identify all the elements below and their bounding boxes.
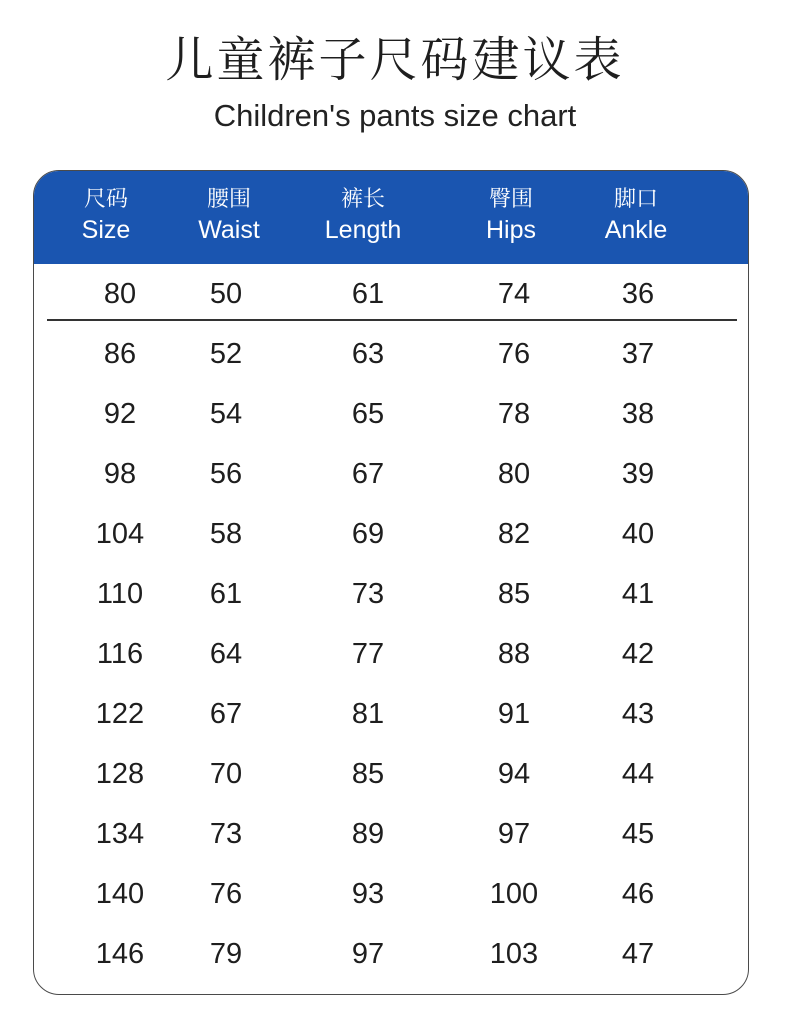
header-hips-cn: 臀围 [488,187,533,212]
cell-hips: 97 [497,818,531,850]
table-row [34,444,749,504]
cell-size: 80 [103,278,137,310]
header-length-cn: 裤长 [340,187,385,212]
header-size-en: Size [81,216,131,244]
table-row [34,264,749,324]
cell-size: 140 [95,878,145,910]
cell-length: 81 [351,698,385,730]
header-ankle [566,185,706,245]
cell-ankle: 36 [621,278,655,310]
cell-waist: 61 [209,578,243,610]
header-hips-en: Hips [485,216,536,244]
cell-waist: 56 [209,458,243,490]
cell-waist: 64 [209,638,243,670]
cell-ankle: 44 [621,758,655,790]
cell-ankle: 47 [621,938,655,970]
cell-hips: 76 [497,338,531,370]
table-row [34,684,749,744]
cell-waist: 58 [209,518,243,550]
cell-size: 128 [95,758,145,790]
cell-size: 134 [95,818,145,850]
cell-size: 98 [103,458,137,490]
cell-hips: 78 [497,398,531,430]
cell-length: 85 [351,758,385,790]
header-hips [441,185,581,245]
table-header [34,171,749,264]
cell-waist: 70 [209,758,243,790]
header-ankle-en: Ankle [604,216,668,244]
cell-ankle: 43 [621,698,655,730]
cell-size: 110 [96,578,144,610]
cell-hips: 82 [497,518,531,550]
page-title-chinese: 儿童裤子尺码建议表 [165,32,625,88]
cell-length: 77 [351,638,385,670]
cell-ankle: 41 [621,578,655,610]
cell-length: 93 [351,878,385,910]
cell-hips: 103 [489,938,539,970]
table-row [34,864,749,924]
cell-ankle: 42 [621,638,655,670]
cell-waist: 52 [209,338,243,370]
header-ankle-cn: 脚口 [613,187,658,212]
cell-hips: 74 [497,278,531,310]
cell-size: 86 [103,338,137,370]
header-length-en: Length [324,216,402,244]
table-row [34,624,749,684]
header-waist-en: Waist [198,216,260,244]
cell-length: 67 [351,458,385,490]
header-size-cn: 尺码 [83,187,128,212]
size-chart-table [33,170,749,995]
table-row [34,504,749,564]
cell-size: 146 [95,938,145,970]
cell-hips: 88 [497,638,531,670]
cell-length: 61 [351,278,385,310]
table-row [34,924,749,984]
cell-waist: 50 [209,278,243,310]
cell-ankle: 45 [621,818,655,850]
cell-size: 92 [103,398,137,430]
cell-waist: 79 [209,938,243,970]
cell-hips: 91 [497,698,531,730]
cell-hips: 94 [497,758,531,790]
header-waist [159,185,299,245]
table-row [34,324,749,384]
cell-waist: 73 [209,818,243,850]
page-title-english: Children's pants size chart [213,98,577,133]
cell-ankle: 38 [621,398,655,430]
cell-waist: 67 [209,698,243,730]
cell-size: 104 [95,518,145,550]
cell-hips: 100 [489,878,539,910]
header-size [36,185,176,245]
table-row [34,384,749,444]
cell-hips: 80 [497,458,531,490]
cell-hips: 85 [497,578,531,610]
cell-waist: 76 [209,878,243,910]
header-length [293,185,433,245]
cell-length: 73 [351,578,385,610]
cell-ankle: 46 [621,878,655,910]
table-row [34,804,749,864]
cell-ankle: 39 [621,458,655,490]
cell-waist: 54 [209,398,243,430]
table-row [34,744,749,804]
cell-length: 69 [351,518,385,550]
cell-length: 97 [351,938,385,970]
cell-size: 116 [96,638,144,670]
cell-size: 122 [95,698,145,730]
cell-ankle: 40 [621,518,655,550]
table-row [34,564,749,624]
cell-ankle: 37 [621,338,655,370]
cell-length: 63 [351,338,385,370]
cell-length: 65 [351,398,385,430]
header-waist-cn: 腰围 [206,187,251,212]
cell-length: 89 [351,818,385,850]
